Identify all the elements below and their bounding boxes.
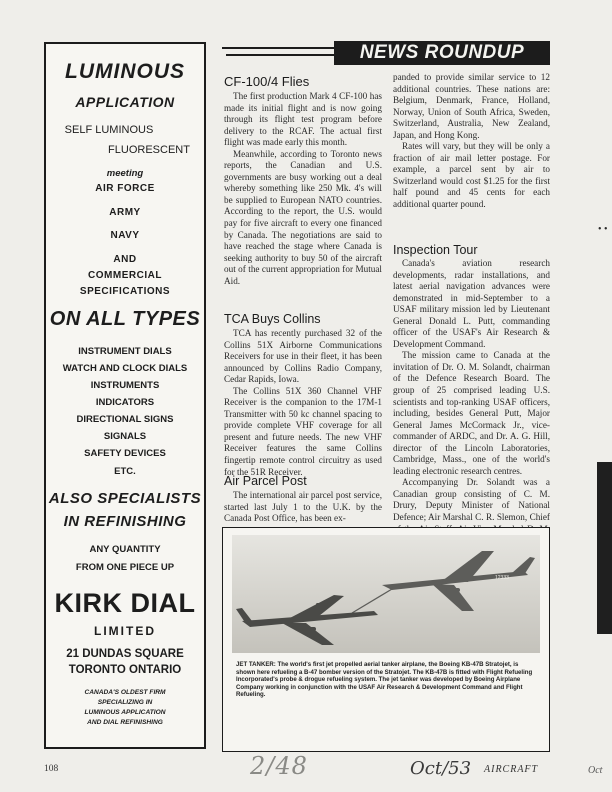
paragraph: panded to provide similar service to 12 additional countries. These nations are: Belgium, Denmark, France, Holland, Norway, Union of South Africa, Sweden, Switzerland, Australia, New Zealand, Japan, and Hong Kong. <box>393 72 550 140</box>
headline-inspection-tour: Inspection Tour <box>393 243 478 257</box>
tail-number: 12333 <box>495 575 509 581</box>
ad-type-line: SAFETY DEVICES <box>84 448 166 459</box>
ad-title-application: APPLICATION <box>75 94 175 110</box>
ad-self-luminous: SELF LUMINOUS <box>64 124 154 136</box>
ad-limited: LIMITED <box>94 624 156 638</box>
ad-type-line: ETC. <box>114 466 136 477</box>
ad-type-line: INSTRUMENT DIALS <box>78 346 172 357</box>
article-inspection-tour <box>393 258 550 547</box>
magazine-name: AIRCRAFT <box>484 764 539 775</box>
ad-spec-line: AND <box>113 254 137 265</box>
ad-tagline: SPECIALIZING IN <box>97 699 153 706</box>
headline-air-parcel-post: Air Parcel Post <box>224 474 307 488</box>
adjacent-page-folio: Oct <box>588 765 603 776</box>
ad-title-luminous: LUMINOUS <box>65 60 185 83</box>
ad-type-line: WATCH AND CLOCK DIALS <box>62 363 188 374</box>
paragraph: The first production Mark 4 CF-100 has made its initial flight and is now going through its flight test program before delivery to the RCAF. The actual first flight was made early this month. <box>224 91 382 148</box>
handwritten-date: Oct/53 <box>410 758 472 779</box>
section-title: NEWS ROUNDUP <box>334 41 550 65</box>
ad-any-quantity: ANY QUANTITY <box>89 544 161 555</box>
ad-address-street: 21 DUNDAS SQUARE <box>66 648 184 660</box>
ad-spec-line: AIR FORCE <box>95 183 155 194</box>
headline-tca-collins: TCA Buys Collins <box>224 312 321 326</box>
ad-spec-line: NAVY <box>110 230 140 241</box>
paragraph: Rates will vary, but they will be only a fraction of air mail letter postage. For example, a parcel sent by air to Switzerland would cost $1.25 for the first half pound and 45 cents for each additional quarter pound. <box>393 141 550 210</box>
paragraph: The mission came to Canada at the invitation of Dr. O. M. Solandt, chairman of the Defence Research Board. The group of 25 comprised leading U.S. scientists and top-ranking USAF officers, including, besides General Putt, Major General James McCormack Jr., vice-commander of ARDC, and Dr. A. G. Hill, director of the Lincoln Laboratories, Cambridge, Mass., one of the world's leading electronic research centres. <box>393 350 550 476</box>
header-line <box>226 54 341 56</box>
paragraph: Meanwhile, according to Toronto news reports, the Canadian and U.S. governments are busy working out a deal whereby something like 250 Mk. 4's will be supplied to European NATO countries. According to the report, the U.S. would pay for five aircraft to every one financed by Canada. The negotiations are said to have reached the stage where Canada is seeking authority to buy 50 of the aircraft out of the current appropriation for Mutual Aid. <box>224 148 382 286</box>
paragraph: Accompanying Dr. Solandt was a Canadian group consisting of C. M. Drury, Deputy Minister of National Defence; Air Marshal C. R. Slemon, Chief <box>393 477 550 523</box>
jet-tanker-photo <box>232 535 540 653</box>
ad-fluorescent: FLUORESCENT <box>108 144 190 156</box>
ad-company-name: KIRK DIAL <box>54 588 196 618</box>
ad-tagline: LUMINOUS APPLICATION <box>84 709 166 716</box>
handwritten-number: 2/48 <box>250 752 308 780</box>
ad-type-line: INSTRUMENTS <box>90 380 160 391</box>
ad-spec-line: SPECIFICATIONS <box>79 286 171 297</box>
paragraph: The Collins 51X 360 Channel VHF Receiver is the companion to the 17M-1 Transmitter with 50 kc channel spacing to provide complete VHF coverage for all present and future needs. The new VHF Receiver features the same Collins fingertip remote control circuitry as used for the 51R Receiver. <box>224 385 382 477</box>
ad-meeting: meeting <box>106 168 144 179</box>
ad-type-line: SIGNALS <box>103 431 147 442</box>
ad-in-refinishing: IN REFINISHING <box>63 513 187 530</box>
aircraft-illustration <box>232 535 540 653</box>
paragraph: TCA has recently purchased 32 of the Collins 51X Airborne Communications Receivers for use in their fleet, it has been announced by Collins Radio Company, Cedar Rapids, Iowa. <box>224 328 382 385</box>
photo-caption: JET TANKER: The world's first jet propelled aerial tanker airplane, the Boeing KB-47B Stratojet, is shown here refueling a B-47 bomber version of the Stratojet. The KB-47B is fitted with Flight Refueling Incorporated's probe & drogue refueling system. The jet tanker was developed by Boeing Airplane Company working in conjunction with the USAF Air Research & Development Command and Flight Refueling. <box>236 661 533 699</box>
ad-address-city: TORONTO ONTARIO <box>68 664 182 676</box>
article-air-parcel-cont <box>393 72 550 211</box>
article-cf100 <box>224 91 382 287</box>
article-tca-collins <box>224 328 382 478</box>
page-edge-shadow <box>597 462 612 634</box>
paragraph: Canada's aviation research developments, radar installations, and latest aerial navigation advances were demonstrated in mid-September to a USAF military mission led by Lieutenant General Donald L. Putt, commanding officer of the USAF's Air Research & Development Command. <box>393 258 550 349</box>
ad-from-one-piece: FROM ONE PIECE UP <box>75 562 175 573</box>
ad-type-line: INDICATORS <box>95 397 155 408</box>
ad-type-line: DIRECTIONAL SIGNS <box>76 414 174 425</box>
article-air-parcel-post <box>224 490 382 525</box>
ad-tagline: CANADA'S OLDEST FIRM <box>84 689 166 696</box>
page-number: 108 <box>44 764 59 774</box>
ad-spec-line: ARMY <box>109 207 141 218</box>
ad-tagline: AND DIAL REFINISHING <box>87 719 163 726</box>
ad-on-all-types: ON ALL TYPES <box>49 308 201 330</box>
paragraph: The international air parcel post service, started last July 1 to the U.K. by the Canada Post Office, has been ex- <box>224 490 382 524</box>
ad-spec-line: COMMERCIAL <box>88 270 162 281</box>
edge-marks: • • <box>598 224 608 235</box>
ad-also-specialists: ALSO SPECIALISTS <box>48 490 202 507</box>
headline-cf100: CF-100/4 Flies <box>224 74 310 89</box>
advertisement <box>44 42 206 749</box>
